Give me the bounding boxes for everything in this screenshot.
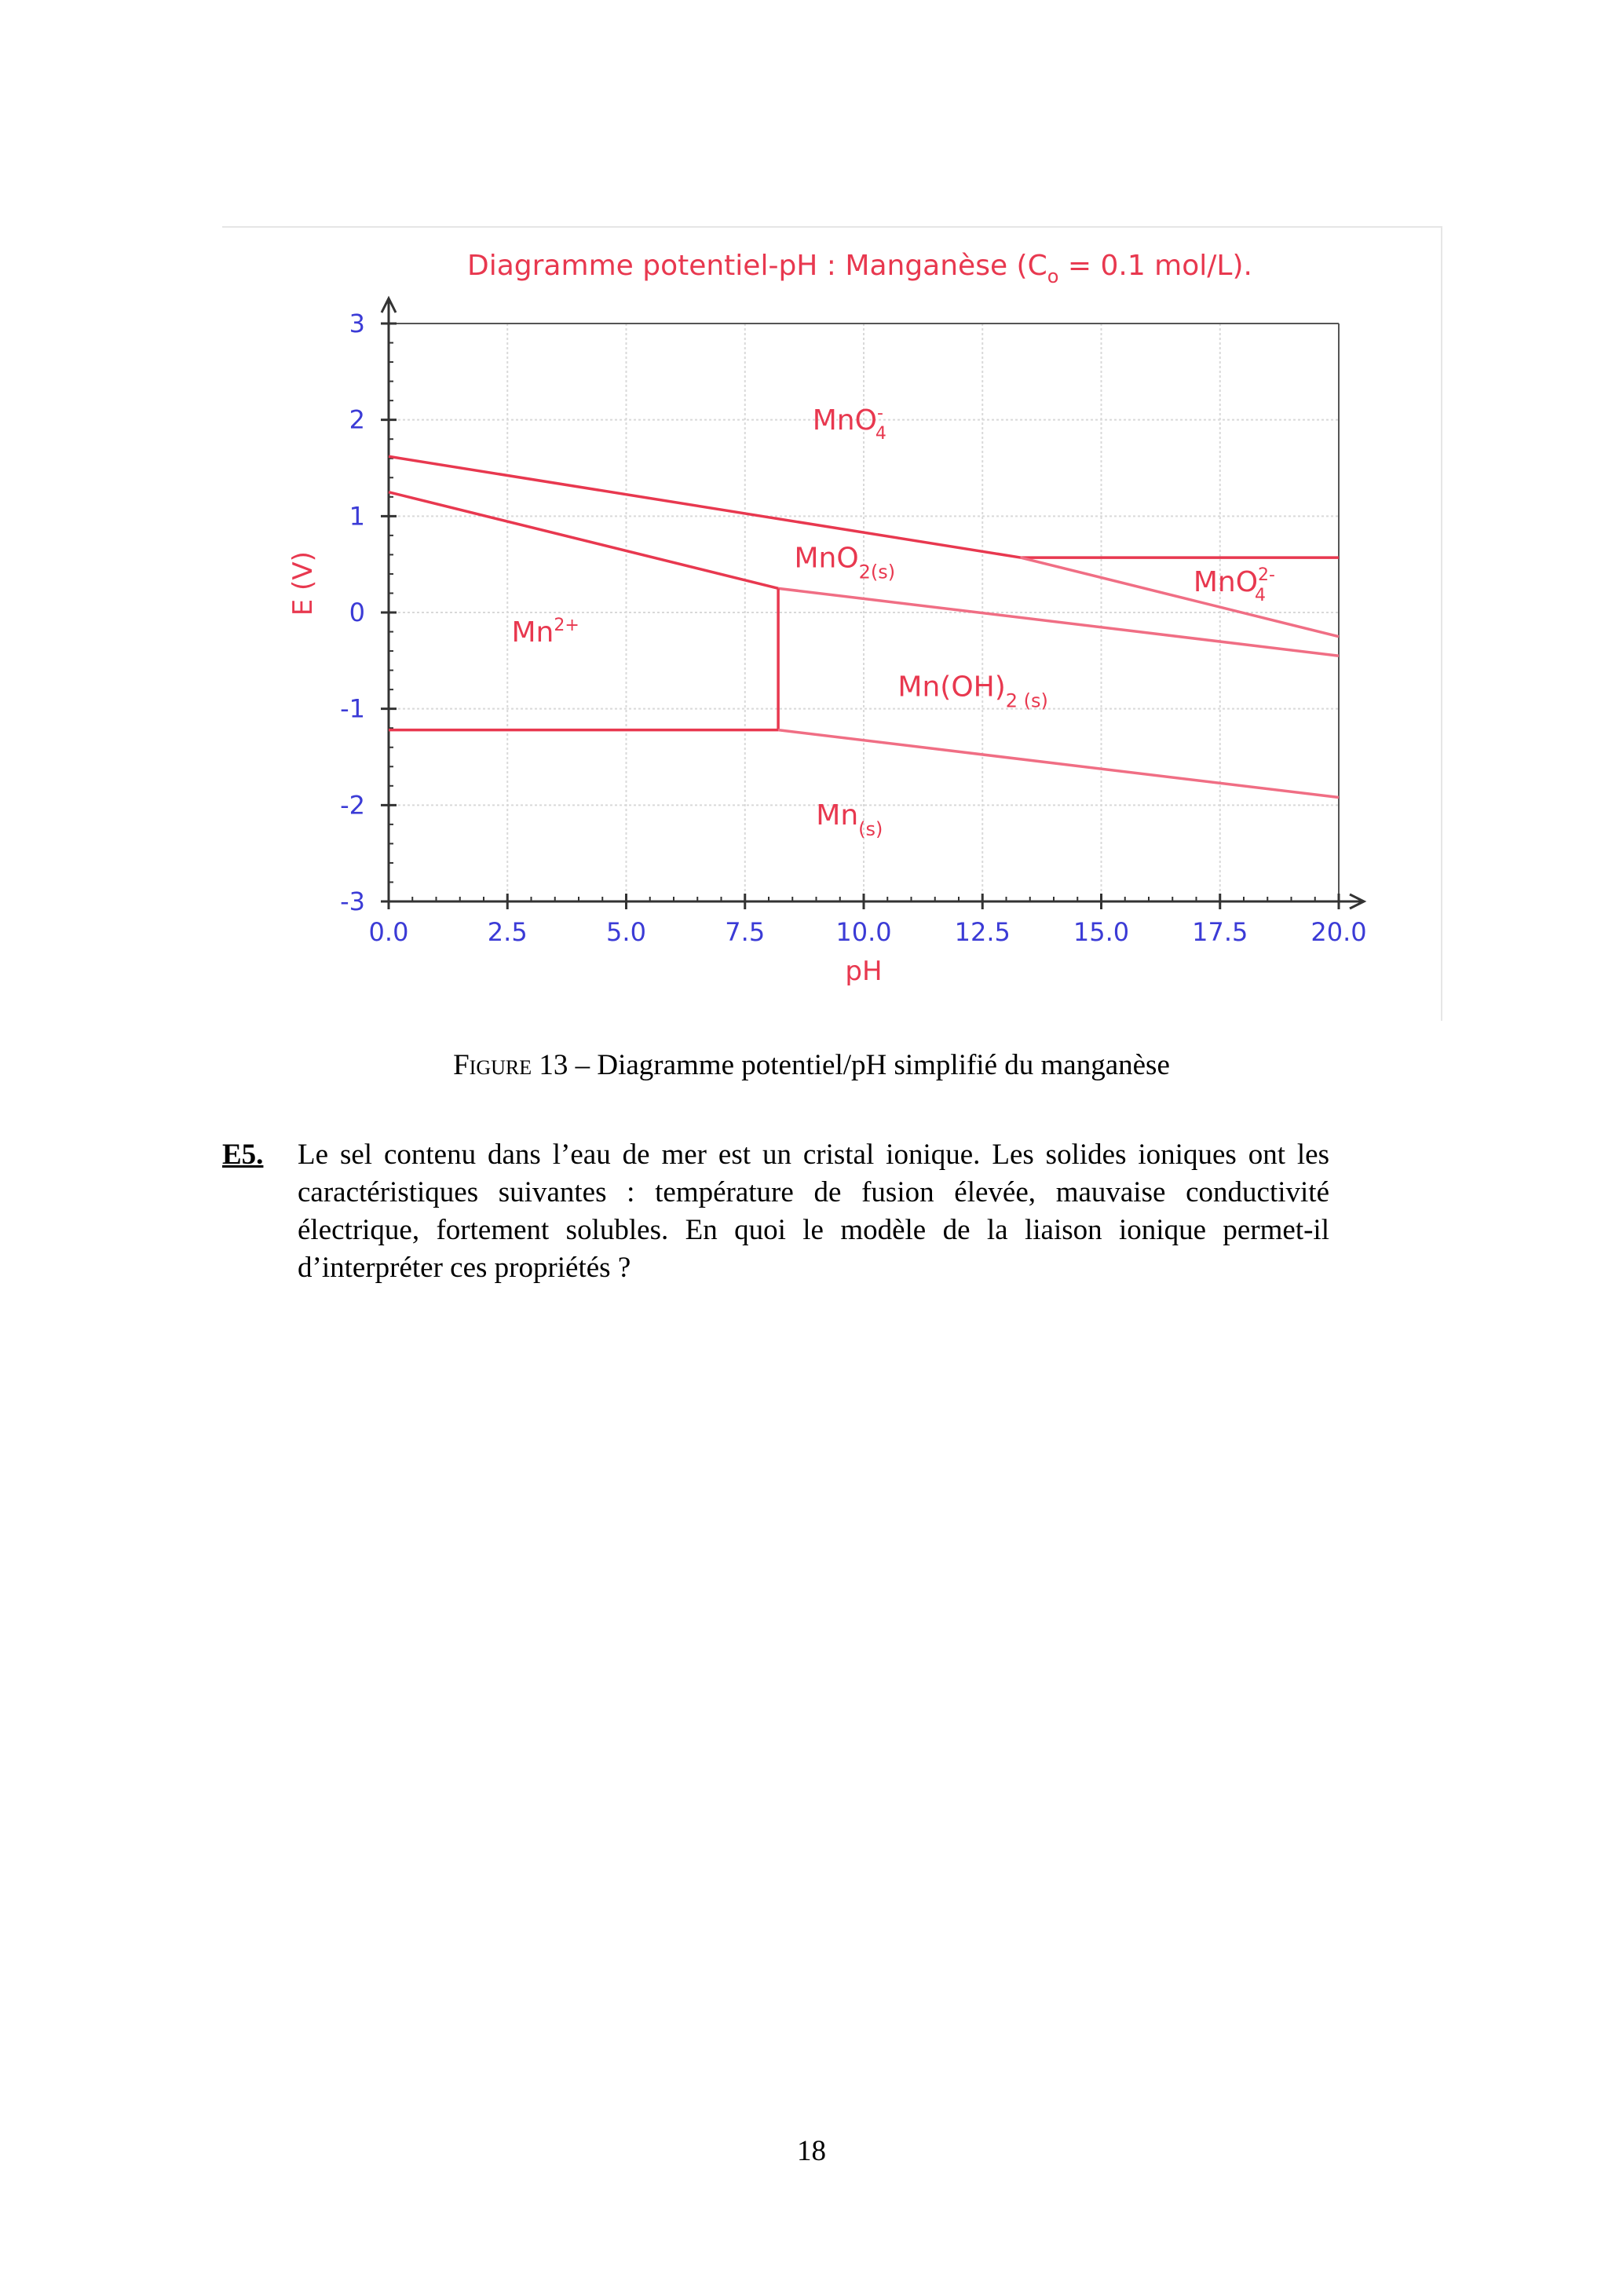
caption-text: Diagramme potentiel/pH simplifié du manganèse bbox=[597, 1049, 1170, 1081]
caption-dash: – bbox=[568, 1049, 598, 1081]
x-tick-label: 20.0 bbox=[1310, 917, 1367, 947]
region-label: $Mn(OH)_{2 (s)}$ bbox=[897, 671, 1048, 712]
x-tick-label: 5.0 bbox=[606, 917, 646, 947]
region-label: MnO$_{2(s)}$ bbox=[794, 542, 896, 583]
y-tick-label: 2 bbox=[349, 404, 365, 435]
region-label: MnO$^{2-}$4 bbox=[1193, 565, 1275, 606]
series-line bbox=[1021, 558, 1339, 637]
axes bbox=[287, 298, 1367, 987]
x-tick-label: 15.0 bbox=[1073, 917, 1130, 947]
exercise-label: E5. bbox=[222, 1139, 264, 1171]
region-label: $Mn^{2+}$ bbox=[511, 615, 579, 649]
y-axis-label: E (V) bbox=[287, 551, 319, 616]
exercise-block bbox=[222, 1136, 1329, 1287]
x-tick-label: 7.5 bbox=[725, 917, 766, 947]
page-number: 18 bbox=[797, 2135, 826, 2167]
x-axis-label: pH bbox=[845, 956, 883, 987]
pourbaix-chart bbox=[222, 228, 1441, 1021]
x-tick-label: 10.0 bbox=[835, 917, 892, 947]
series-line bbox=[778, 730, 1339, 798]
region-label: $Mn_{(s)}$ bbox=[816, 799, 883, 840]
y-tick-label: -3 bbox=[340, 887, 365, 916]
x-tick-label: 0.0 bbox=[368, 917, 409, 947]
series-line bbox=[389, 456, 1021, 558]
y-tick-label: 0 bbox=[349, 598, 365, 627]
series-line bbox=[389, 492, 778, 589]
chart-title: Diagramme potentiel-pH : Manganèse ($C_o = 0.1$ mol/L). bbox=[467, 250, 1252, 287]
x-tick-label: 2.5 bbox=[487, 917, 528, 947]
caption-label: Figure 13 bbox=[453, 1049, 568, 1081]
region-label: MnO-4 bbox=[812, 403, 886, 444]
y-tick-label: -1 bbox=[340, 693, 365, 724]
y-tick-label: 3 bbox=[349, 309, 365, 338]
y-tick-label: -2 bbox=[340, 790, 365, 821]
x-tick-label: 12.5 bbox=[954, 917, 1011, 947]
y-tick-label: 1 bbox=[349, 501, 365, 532]
figure-caption bbox=[0, 1048, 1623, 1082]
exercise-text: Le sel contenu dans l’eau de mer est un cristal ionique. Les solides ioniques ont les caractéristiques suivantes : température de fusion élevée, mauvaise conductivité électrique, fortement solubles. En quoi le modèle de la liaison ionique permet-il d’interpréter ces propriétés ? bbox=[298, 1139, 1329, 1284]
x-tick-label: 17.5 bbox=[1192, 917, 1248, 947]
figure-frame bbox=[222, 226, 1442, 1021]
